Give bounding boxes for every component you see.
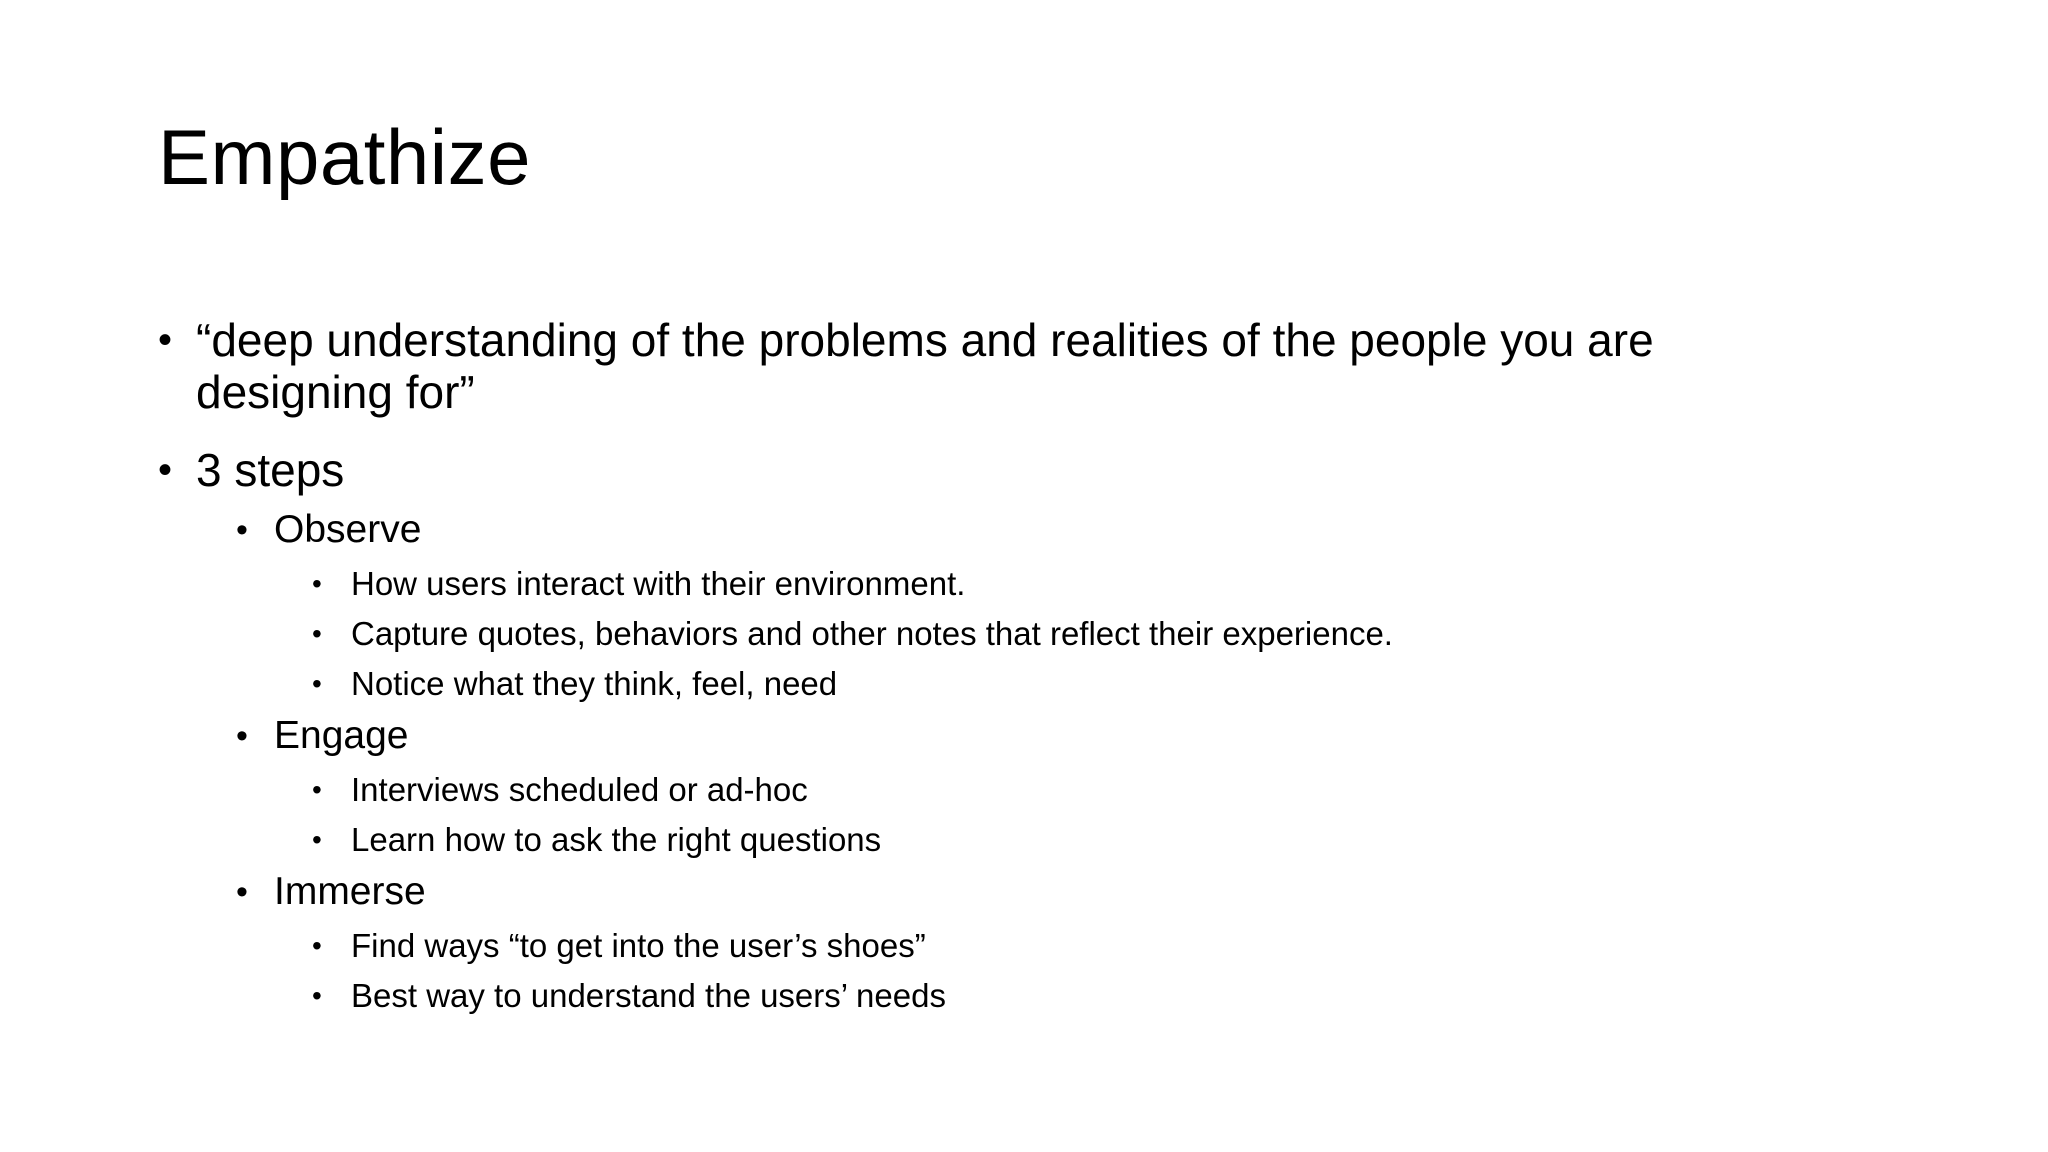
bullet-icon: • xyxy=(158,448,173,492)
bullet-text: designing for” xyxy=(196,366,475,418)
bullet-text: Interviews scheduled or ad-hoc xyxy=(351,771,808,808)
bullet-text: Find ways “to get into the user’s shoes” xyxy=(351,927,926,964)
bullet-text: 3 steps xyxy=(196,444,345,496)
bullet-text: How users interact with their environment. xyxy=(351,565,966,602)
bullet-icon: • xyxy=(312,980,322,1011)
bullet-icon: • xyxy=(236,717,248,755)
bullet-text: Engage xyxy=(274,714,409,757)
bullet-text: Learn how to ask the right questions xyxy=(351,821,882,858)
slide-title: Empathize xyxy=(158,113,532,201)
bullet-text: “deep understanding of the problems and realities of the people you are xyxy=(196,314,1654,366)
bullet-icon: • xyxy=(312,568,322,599)
bullet-icon: • xyxy=(312,930,322,961)
bullet-icon: • xyxy=(312,618,322,649)
bullet-icon: • xyxy=(312,774,322,805)
bullet-icon: • xyxy=(312,668,322,699)
bullet-text: Capture quotes, behaviors and other notes that reflect their experience. xyxy=(351,615,1393,652)
bullet-icon: • xyxy=(236,511,248,549)
bullet-text: Notice what they think, feel, need xyxy=(351,665,838,702)
bullet-icon: • xyxy=(158,318,173,362)
bullet-icon: • xyxy=(312,824,322,855)
bullet-text: Best way to understand the users’ needs xyxy=(351,977,946,1014)
bullet-text: Observe xyxy=(274,508,422,551)
bullet-text: Immerse xyxy=(274,870,426,913)
bullet-icon: • xyxy=(236,873,248,911)
